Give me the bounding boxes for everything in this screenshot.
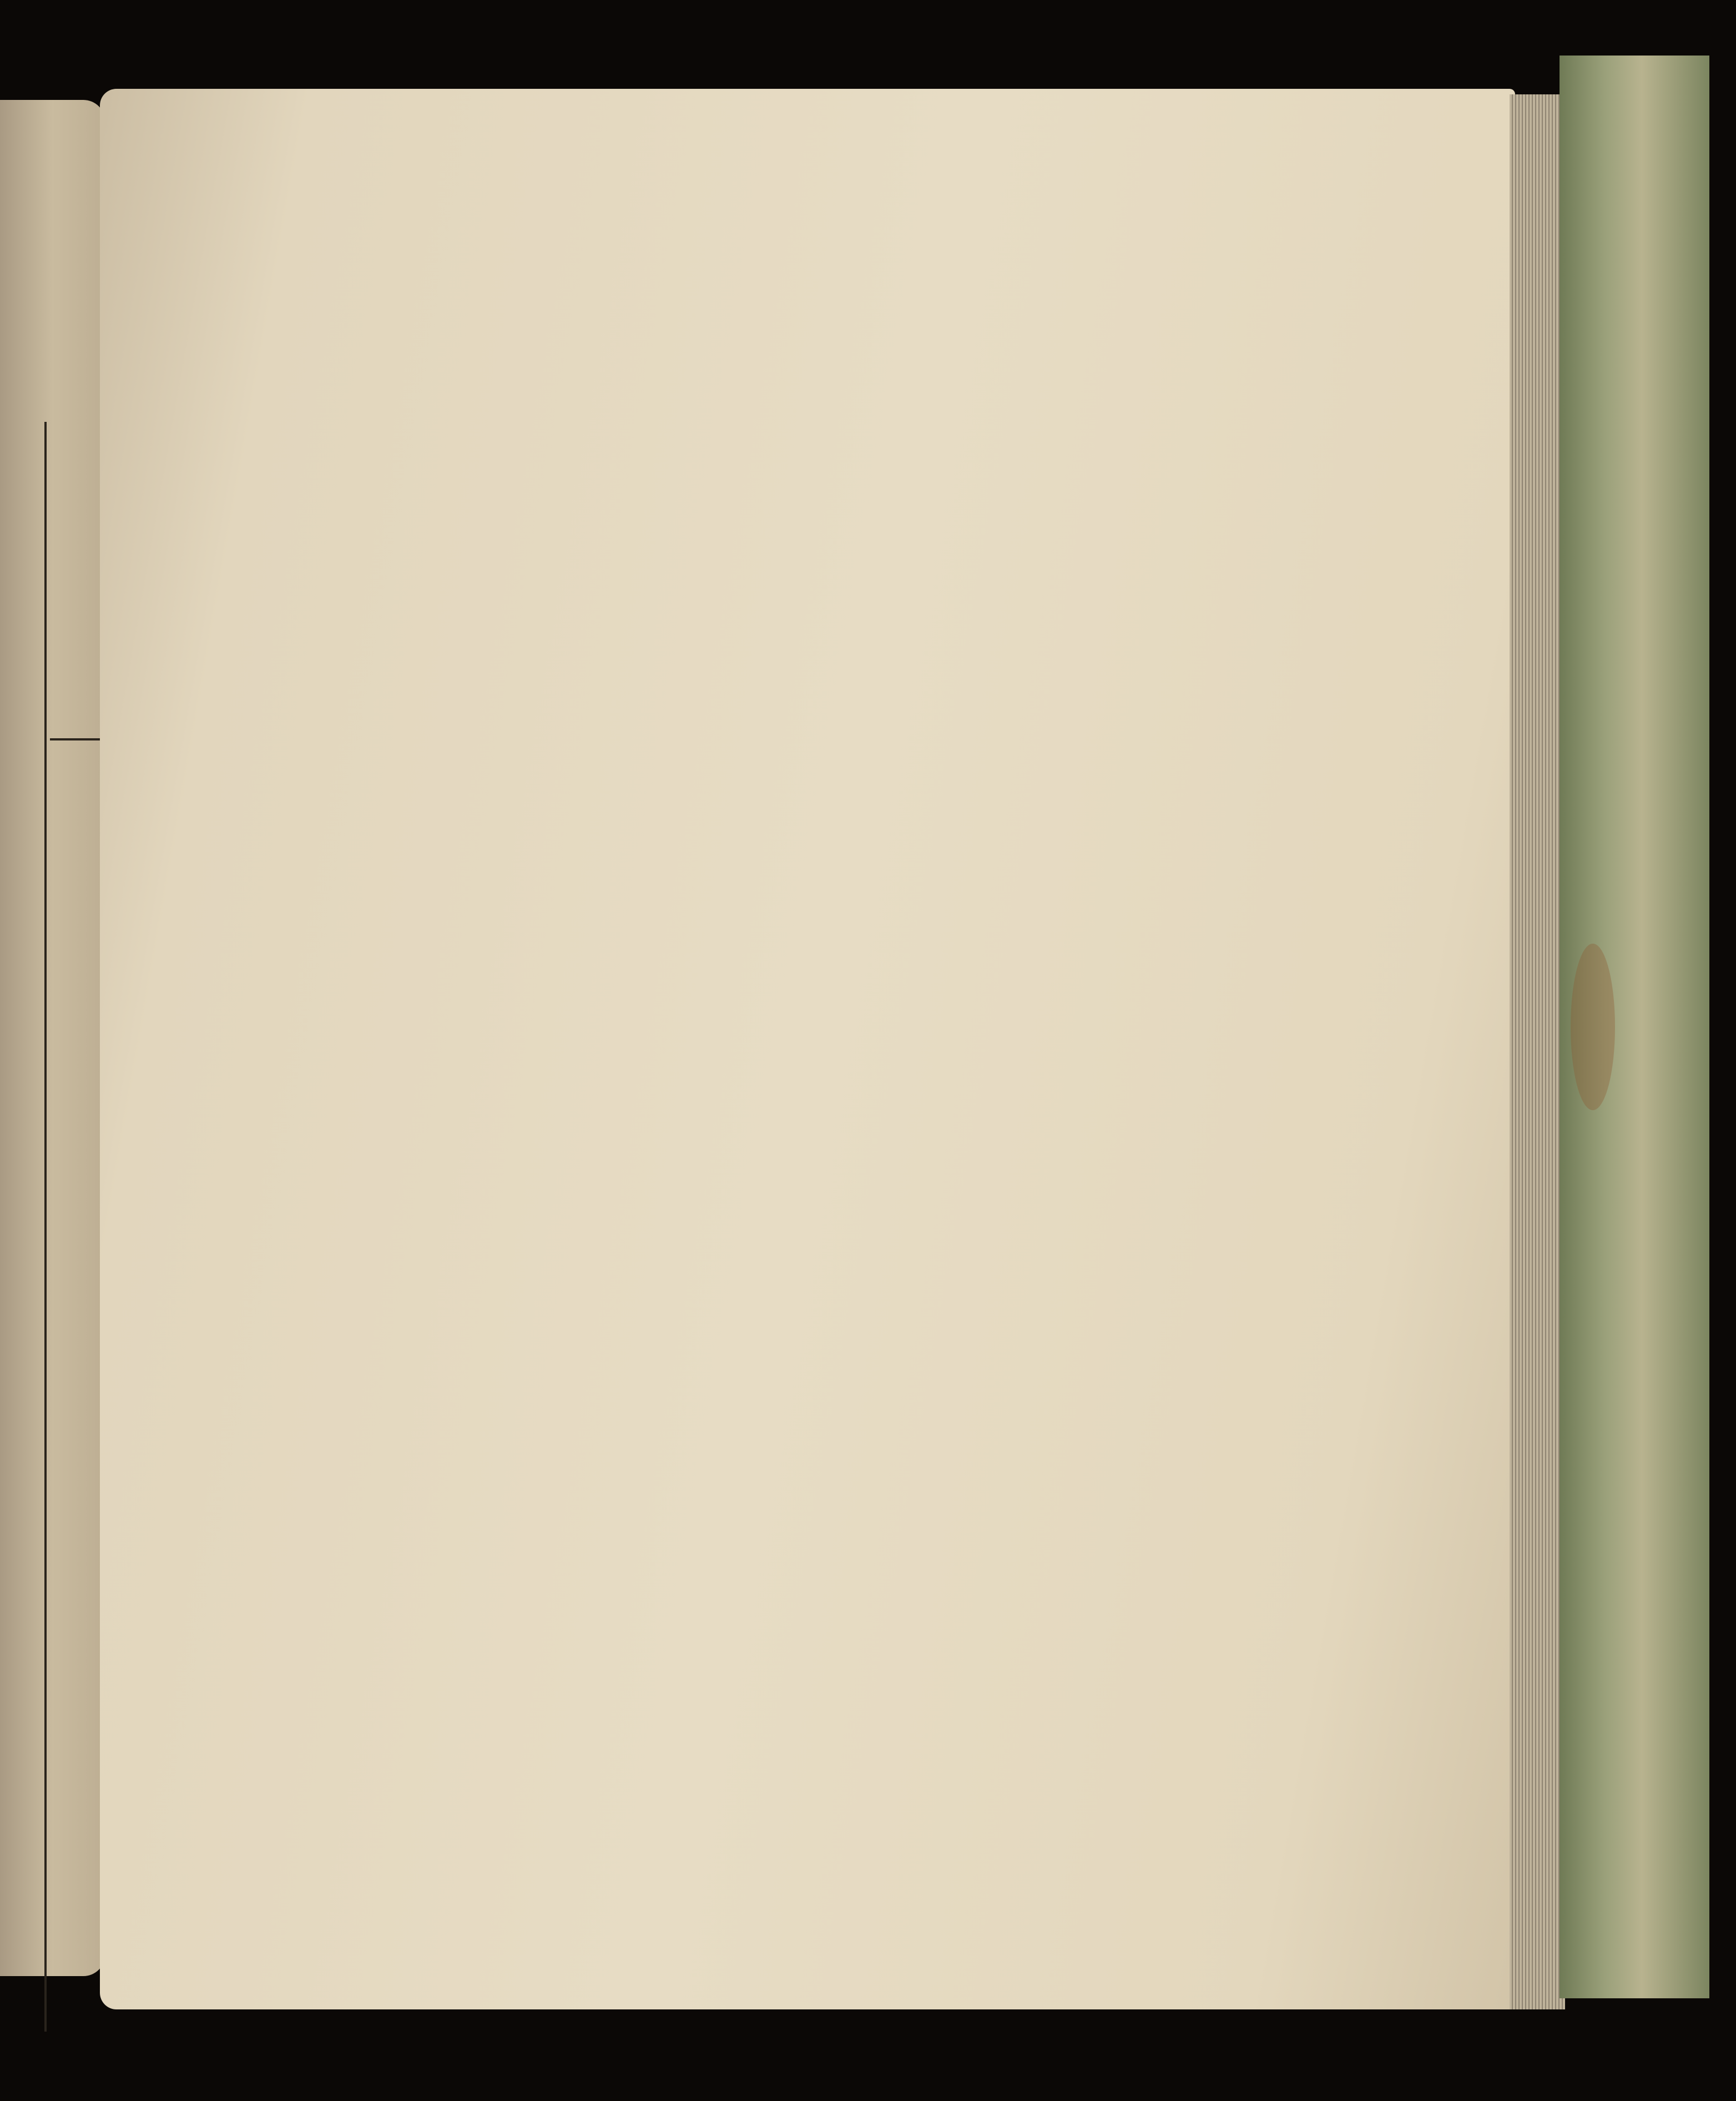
left-page-rule — [50, 738, 105, 740]
page-edges — [1510, 94, 1565, 2009]
left-page-rule — [44, 422, 47, 2032]
right-page — [100, 89, 1515, 2009]
left-page — [0, 100, 105, 1976]
cover-stain — [1571, 944, 1615, 1110]
